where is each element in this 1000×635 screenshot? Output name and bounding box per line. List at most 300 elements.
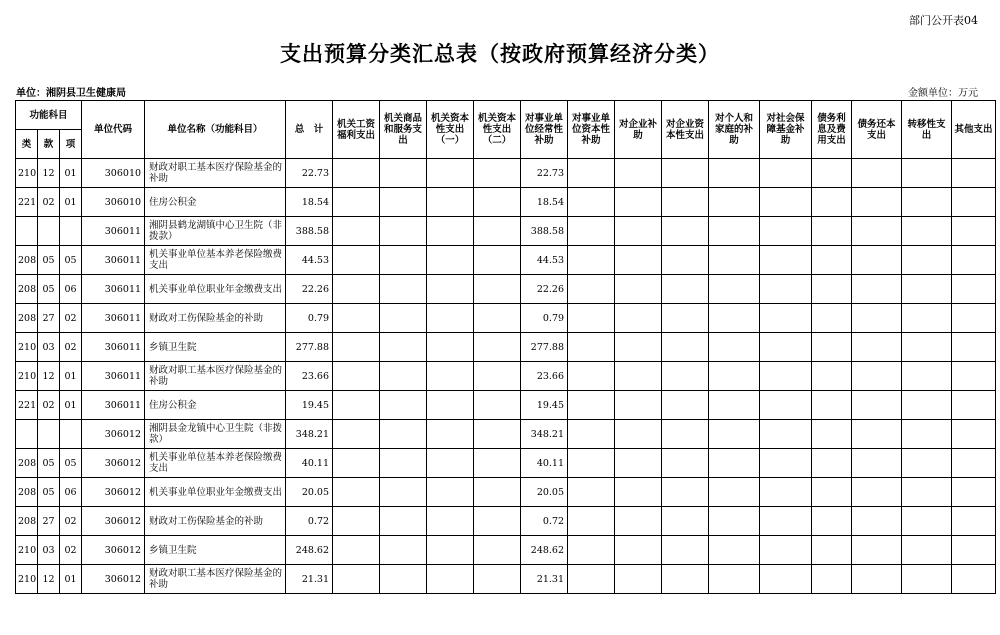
cell-amount xyxy=(902,478,952,507)
cell-kuan: 12 xyxy=(38,159,60,188)
cell-amount xyxy=(662,217,709,246)
cell-unit-name: 财政对职工基本医疗保险基金的补助 xyxy=(145,565,286,594)
col-header: 机关商品和服务支出 xyxy=(380,101,427,159)
cell-amount xyxy=(852,565,902,594)
col-header: 对企业补助 xyxy=(615,101,662,159)
cell-amount xyxy=(333,449,380,478)
cell-amount xyxy=(760,333,812,362)
cell-amount xyxy=(760,420,812,449)
cell-amount: 248.62 xyxy=(521,536,568,565)
table-row xyxy=(16,333,996,362)
cell-xiang: 06 xyxy=(60,275,82,304)
cell-amount xyxy=(760,217,812,246)
cell-amount xyxy=(333,246,380,275)
cell-total: 0.79 xyxy=(286,304,333,333)
cell-amount xyxy=(380,217,427,246)
cell-amount xyxy=(952,565,996,594)
cell-amount xyxy=(852,507,902,536)
cell-total: 348.21 xyxy=(286,420,333,449)
cell-amount xyxy=(333,478,380,507)
cell-amount xyxy=(812,188,852,217)
cell-unit-code: 306012 xyxy=(82,449,145,478)
cell-total: 18.54 xyxy=(286,188,333,217)
cell-amount: 18.54 xyxy=(521,188,568,217)
cell-unit-code: 306011 xyxy=(82,217,145,246)
cell-amount xyxy=(662,333,709,362)
cell-amount xyxy=(902,159,952,188)
col-header: 转移性支出 xyxy=(902,101,952,159)
cell-amount xyxy=(952,246,996,275)
cell-amount xyxy=(709,565,760,594)
cell-amount xyxy=(427,188,474,217)
cell-unit-code: 306011 xyxy=(82,275,145,304)
cell-unit-code: 306011 xyxy=(82,391,145,420)
cell-amount xyxy=(380,304,427,333)
unit-code-header: 单位代码 xyxy=(82,101,145,159)
unit-name-header: 单位名称（功能科目） xyxy=(145,101,286,159)
cell-amount xyxy=(427,304,474,333)
cell-amount xyxy=(474,362,521,391)
table-row xyxy=(16,449,996,478)
cell-amount xyxy=(568,565,615,594)
cell-kuan xyxy=(38,217,60,246)
cell-xiang: 02 xyxy=(60,333,82,362)
cell-amount xyxy=(568,420,615,449)
cell-amount xyxy=(662,507,709,536)
cell-unit-code: 306010 xyxy=(82,159,145,188)
cell-amount xyxy=(427,246,474,275)
cell-amount xyxy=(709,507,760,536)
cell-amount: 277.88 xyxy=(521,333,568,362)
cell-amount xyxy=(812,159,852,188)
cell-amount xyxy=(760,391,812,420)
cell-amount xyxy=(568,362,615,391)
table-row xyxy=(16,246,996,275)
cell-amount xyxy=(474,507,521,536)
cell-amount xyxy=(615,217,662,246)
cell-amount xyxy=(952,188,996,217)
cell-xiang: 01 xyxy=(60,362,82,391)
cell-kuan: 27 xyxy=(38,507,60,536)
cell-amount xyxy=(474,275,521,304)
cell-lei: 221 xyxy=(16,391,38,420)
cell-amount xyxy=(615,159,662,188)
cell-amount xyxy=(380,246,427,275)
cell-amount xyxy=(662,362,709,391)
unit-label: 单位：湘阴县卫生健康局 xyxy=(16,88,126,99)
cell-amount xyxy=(427,507,474,536)
cell-amount xyxy=(474,217,521,246)
cell-amount xyxy=(709,217,760,246)
table-body xyxy=(16,159,996,594)
cell-amount xyxy=(427,391,474,420)
cell-amount xyxy=(952,420,996,449)
cell-unit-code: 306012 xyxy=(82,507,145,536)
cell-total: 388.58 xyxy=(286,217,333,246)
cell-amount xyxy=(333,333,380,362)
cell-amount xyxy=(474,246,521,275)
cell-amount xyxy=(615,536,662,565)
func-subject-header: 功能科目 xyxy=(16,101,82,130)
cell-amount xyxy=(615,478,662,507)
cell-xiang: 01 xyxy=(60,159,82,188)
cell-lei: 210 xyxy=(16,159,38,188)
cell-amount: 388.58 xyxy=(521,217,568,246)
page-title: 支出预算分类汇总表（按政府预算经济分类） xyxy=(280,42,720,66)
cell-lei: 208 xyxy=(16,304,38,333)
cell-amount xyxy=(474,304,521,333)
cell-amount xyxy=(852,478,902,507)
cell-lei xyxy=(16,420,38,449)
cell-kuan: 05 xyxy=(38,275,60,304)
cell-amount xyxy=(902,362,952,391)
cell-total: 20.05 xyxy=(286,478,333,507)
cell-amount xyxy=(662,565,709,594)
cell-lei: 208 xyxy=(16,507,38,536)
cell-amount xyxy=(812,362,852,391)
cell-amount xyxy=(615,246,662,275)
cell-amount xyxy=(427,536,474,565)
cell-amount xyxy=(852,217,902,246)
cell-kuan: 12 xyxy=(38,565,60,594)
cell-amount xyxy=(615,362,662,391)
xiang-header: 项 xyxy=(60,130,82,159)
cell-amount xyxy=(812,304,852,333)
cell-amount xyxy=(952,536,996,565)
cell-kuan: 03 xyxy=(38,536,60,565)
cell-amount xyxy=(760,478,812,507)
cell-amount xyxy=(709,420,760,449)
cell-amount xyxy=(902,275,952,304)
table-row xyxy=(16,536,996,565)
col-header: 对个人和家庭的补助 xyxy=(709,101,760,159)
cell-kuan: 05 xyxy=(38,246,60,275)
cell-xiang: 05 xyxy=(60,246,82,275)
cell-amount xyxy=(380,188,427,217)
cell-amount xyxy=(902,565,952,594)
cell-amount xyxy=(380,507,427,536)
cell-xiang: 01 xyxy=(60,391,82,420)
cell-amount xyxy=(615,507,662,536)
cell-amount xyxy=(760,536,812,565)
cell-amount xyxy=(760,362,812,391)
cell-amount xyxy=(380,565,427,594)
cell-unit-name: 住房公积金 xyxy=(145,188,286,217)
cell-amount xyxy=(615,391,662,420)
cell-amount xyxy=(568,159,615,188)
lei-header: 类 xyxy=(16,130,38,159)
cell-amount xyxy=(812,420,852,449)
cell-total: 19.45 xyxy=(286,391,333,420)
cell-amount xyxy=(474,159,521,188)
cell-amount: 22.26 xyxy=(521,275,568,304)
cell-xiang: 06 xyxy=(60,478,82,507)
cell-amount xyxy=(427,159,474,188)
cell-amount xyxy=(474,420,521,449)
cell-amount xyxy=(427,362,474,391)
cell-unit-name: 机关事业单位基本养老保险缴费支出 xyxy=(145,246,286,275)
cell-amount xyxy=(852,362,902,391)
cell-amount xyxy=(662,536,709,565)
cell-amount xyxy=(662,275,709,304)
kuan-header: 款 xyxy=(38,130,60,159)
table-row xyxy=(16,565,996,594)
cell-amount xyxy=(709,391,760,420)
cell-xiang: 02 xyxy=(60,507,82,536)
col-header: 机关资本性支出（一） xyxy=(427,101,474,159)
cell-amount xyxy=(615,449,662,478)
cell-kuan xyxy=(38,420,60,449)
cell-amount xyxy=(568,246,615,275)
col-header: 债务利息及费用支出 xyxy=(812,101,852,159)
cell-unit-code: 306012 xyxy=(82,565,145,594)
cell-amount xyxy=(427,217,474,246)
cell-amount xyxy=(852,246,902,275)
cell-amount xyxy=(760,565,812,594)
cell-lei: 208 xyxy=(16,478,38,507)
cell-amount xyxy=(760,449,812,478)
col-header: 对企业资本性支出 xyxy=(662,101,709,159)
cell-amount xyxy=(812,478,852,507)
cell-amount xyxy=(902,188,952,217)
cell-amount xyxy=(952,391,996,420)
cell-kuan: 05 xyxy=(38,478,60,507)
col-header: 对社会保障基金补助 xyxy=(760,101,812,159)
cell-kuan: 03 xyxy=(38,333,60,362)
cell-amount xyxy=(568,536,615,565)
cell-amount xyxy=(380,333,427,362)
cell-amount xyxy=(615,304,662,333)
cell-amount xyxy=(333,420,380,449)
cell-amount xyxy=(333,507,380,536)
cell-amount xyxy=(662,449,709,478)
cell-total: 248.62 xyxy=(286,536,333,565)
amount-unit: 金额单位：万元 xyxy=(908,88,978,99)
table-row xyxy=(16,391,996,420)
cell-amount: 23.66 xyxy=(521,362,568,391)
cell-amount xyxy=(474,565,521,594)
cell-xiang: 05 xyxy=(60,449,82,478)
cell-amount xyxy=(812,536,852,565)
cell-amount xyxy=(709,304,760,333)
cell-amount xyxy=(902,536,952,565)
cell-amount xyxy=(902,420,952,449)
cell-amount xyxy=(709,246,760,275)
cell-lei: 210 xyxy=(16,333,38,362)
cell-amount xyxy=(333,217,380,246)
cell-amount xyxy=(380,449,427,478)
cell-xiang: 02 xyxy=(60,304,82,333)
cell-unit-name: 湘阴县金龙镇中心卫生院（非拨款） xyxy=(145,420,286,449)
cell-lei: 208 xyxy=(16,246,38,275)
cell-amount xyxy=(709,333,760,362)
cell-amount xyxy=(568,304,615,333)
expenditure-table xyxy=(15,100,996,594)
cell-amount xyxy=(812,275,852,304)
table-row xyxy=(16,275,996,304)
cell-amount xyxy=(760,304,812,333)
cell-amount xyxy=(568,188,615,217)
cell-amount xyxy=(662,478,709,507)
cell-xiang: 01 xyxy=(60,565,82,594)
table-row xyxy=(16,420,996,449)
cell-lei: 221 xyxy=(16,188,38,217)
cell-amount: 21.31 xyxy=(521,565,568,594)
cell-amount xyxy=(568,391,615,420)
cell-total: 22.73 xyxy=(286,159,333,188)
cell-amount xyxy=(902,507,952,536)
table-row xyxy=(16,507,996,536)
cell-unit-name: 财政对职工基本医疗保险基金的补助 xyxy=(145,159,286,188)
cell-amount xyxy=(902,449,952,478)
cell-unit-name: 机关事业单位职业年金缴费支出 xyxy=(145,275,286,304)
cell-amount: 20.05 xyxy=(521,478,568,507)
table-row xyxy=(16,362,996,391)
cell-amount xyxy=(474,536,521,565)
cell-amount xyxy=(380,159,427,188)
cell-amount xyxy=(333,565,380,594)
cell-unit-code: 306011 xyxy=(82,362,145,391)
cell-amount xyxy=(333,391,380,420)
cell-amount xyxy=(812,507,852,536)
cell-amount xyxy=(760,507,812,536)
cell-unit-name: 湘阴县鹤龙湖镇中心卫生院（非拨款） xyxy=(145,217,286,246)
cell-total: 277.88 xyxy=(286,333,333,362)
cell-total: 21.31 xyxy=(286,565,333,594)
cell-xiang xyxy=(60,420,82,449)
cell-amount xyxy=(427,449,474,478)
cell-amount xyxy=(615,188,662,217)
cell-amount xyxy=(380,420,427,449)
cell-lei xyxy=(16,217,38,246)
cell-unit-code: 306011 xyxy=(82,246,145,275)
cell-amount xyxy=(615,565,662,594)
cell-amount xyxy=(760,159,812,188)
cell-amount: 0.72 xyxy=(521,507,568,536)
cell-amount xyxy=(709,536,760,565)
cell-amount xyxy=(852,304,902,333)
cell-kuan: 27 xyxy=(38,304,60,333)
cell-amount xyxy=(852,449,902,478)
table-row xyxy=(16,304,996,333)
cell-amount xyxy=(380,362,427,391)
cell-amount xyxy=(662,391,709,420)
cell-amount xyxy=(852,420,902,449)
cell-amount: 0.79 xyxy=(521,304,568,333)
cell-amount xyxy=(333,188,380,217)
cell-amount xyxy=(427,333,474,362)
cell-amount xyxy=(852,188,902,217)
cell-amount xyxy=(902,246,952,275)
cell-amount xyxy=(952,159,996,188)
col-header: 对事业单位资本性补助 xyxy=(568,101,615,159)
cell-amount xyxy=(568,275,615,304)
cell-amount xyxy=(812,246,852,275)
cell-amount xyxy=(380,391,427,420)
cell-amount: 44.53 xyxy=(521,246,568,275)
cell-unit-name: 财政对工伤保险基金的补助 xyxy=(145,304,286,333)
cell-amount xyxy=(333,304,380,333)
cell-amount: 22.73 xyxy=(521,159,568,188)
cell-lei: 208 xyxy=(16,449,38,478)
cell-amount xyxy=(380,536,427,565)
cell-amount xyxy=(568,217,615,246)
cell-lei: 210 xyxy=(16,565,38,594)
cell-unit-name: 财政对工伤保险基金的补助 xyxy=(145,507,286,536)
cell-amount xyxy=(952,275,996,304)
cell-amount xyxy=(852,159,902,188)
cell-xiang: 01 xyxy=(60,188,82,217)
cell-amount xyxy=(427,565,474,594)
cell-unit-code: 306010 xyxy=(82,188,145,217)
cell-amount xyxy=(662,246,709,275)
cell-amount xyxy=(952,217,996,246)
table-row xyxy=(16,478,996,507)
cell-unit-code: 306012 xyxy=(82,536,145,565)
cell-amount xyxy=(662,304,709,333)
cell-amount xyxy=(662,420,709,449)
cell-amount xyxy=(474,478,521,507)
cell-amount xyxy=(474,333,521,362)
cell-amount xyxy=(474,391,521,420)
cell-unit-name: 机关事业单位基本养老保险缴费支出 xyxy=(145,449,286,478)
cell-amount xyxy=(760,246,812,275)
cell-kuan: 12 xyxy=(38,362,60,391)
cell-amount xyxy=(709,478,760,507)
cell-amount xyxy=(812,333,852,362)
cell-xiang xyxy=(60,217,82,246)
cell-unit-name: 机关事业单位职业年金缴费支出 xyxy=(145,478,286,507)
cell-amount xyxy=(615,275,662,304)
cell-unit-code: 306012 xyxy=(82,478,145,507)
table-row xyxy=(16,159,996,188)
cell-lei: 210 xyxy=(16,536,38,565)
cell-amount: 348.21 xyxy=(521,420,568,449)
cell-kuan: 02 xyxy=(38,391,60,420)
cell-total: 44.53 xyxy=(286,246,333,275)
cell-amount xyxy=(952,362,996,391)
cell-amount xyxy=(902,304,952,333)
cell-amount xyxy=(709,449,760,478)
cell-amount xyxy=(568,478,615,507)
cell-amount xyxy=(952,333,996,362)
cell-amount xyxy=(615,333,662,362)
cell-amount xyxy=(902,217,952,246)
cell-amount: 40.11 xyxy=(521,449,568,478)
cell-amount xyxy=(760,275,812,304)
cell-unit-name: 乡镇卫生院 xyxy=(145,333,286,362)
cell-amount xyxy=(952,449,996,478)
cell-amount xyxy=(812,565,852,594)
cell-amount xyxy=(812,217,852,246)
cell-unit-name: 财政对职工基本医疗保险基金的补助 xyxy=(145,362,286,391)
cell-unit-code: 306012 xyxy=(82,420,145,449)
cell-unit-code: 306011 xyxy=(82,304,145,333)
cell-amount xyxy=(427,478,474,507)
table-row xyxy=(16,188,996,217)
cell-unit-code: 306011 xyxy=(82,333,145,362)
cell-amount xyxy=(474,449,521,478)
cell-total: 22.26 xyxy=(286,275,333,304)
table-row xyxy=(16,217,996,246)
report-tag: 部门公开表04 xyxy=(909,14,978,27)
cell-amount xyxy=(662,188,709,217)
cell-kuan: 02 xyxy=(38,188,60,217)
cell-amount xyxy=(852,275,902,304)
cell-total: 0.72 xyxy=(286,507,333,536)
col-header: 机关工资福利支出 xyxy=(333,101,380,159)
cell-amount xyxy=(568,507,615,536)
